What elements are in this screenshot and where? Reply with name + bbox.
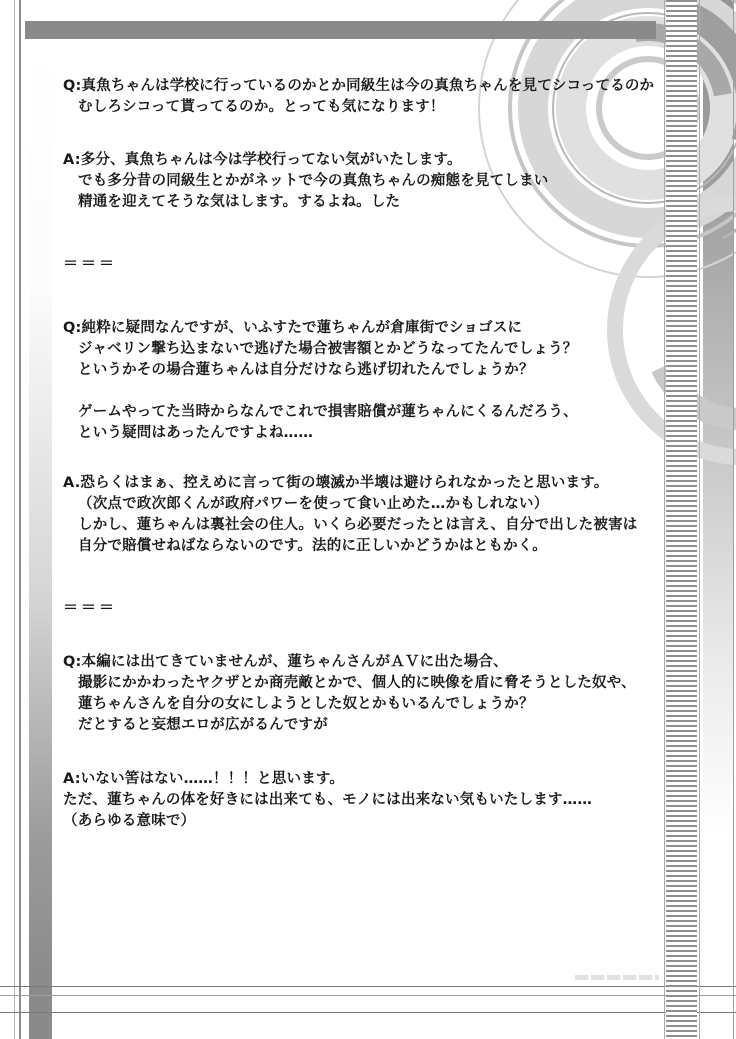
top-gray-bar: [25, 21, 656, 39]
answer-line: （次点で政次郎くんが政府パワーを使って食い止めた…かもしれない）: [78, 496, 549, 512]
answer-line: でも多分昔の同級生とかがネットで今の真魚ちゃんの痴態を見てしまい: [78, 173, 549, 189]
fine-print-text: [575, 975, 659, 980]
qa1-question: [63, 76, 654, 118]
left-border-line: [19, 0, 21, 1039]
footer-rule: [0, 986, 736, 987]
qa2-answer: [63, 473, 637, 557]
question-line: むしろシコって貰ってるのか。とっても気になります！: [78, 99, 445, 115]
question-line: 蓮ちゃんさんを自分の女にしようとした奴とかもいるんでしょうか？: [78, 696, 534, 712]
qa2-question: [63, 318, 578, 444]
qa1-answer: [63, 150, 548, 213]
qa3-question: [63, 652, 636, 736]
qa3-answer: [63, 769, 592, 832]
footer-rule: [0, 1012, 736, 1013]
answer-line: A.恐らくはまぁ、控えめに言って街の壊滅か半壊は避けられなかったと思います。: [63, 475, 609, 491]
question-line: だとすると妄想エロが広がるんですが: [78, 717, 328, 733]
answer-line: A:いない筈はない……！！！と思います。: [63, 771, 345, 787]
left-border-line: [14, 0, 15, 1039]
question-line: Q:真魚ちゃんは学校に行っているのかとか同級生は今の真魚ちゃんを見てシコってるのか: [63, 78, 655, 94]
left-gradient-bar: [29, 40, 52, 1039]
section-separator: ＝＝＝: [63, 598, 118, 616]
answer-line: ただ、蓮ちゃんの体を好きには出来ても、モノには出来ない気もいたします……: [63, 792, 593, 808]
question-line: Q:純粋に疑問なんですが、いふすたで蓮ちゃんが倉庫街でショゴスに: [63, 320, 523, 336]
answer-line: しかし、蓮ちゃんは裏社会の住人。いくら必要だったとは言え、自分で出した被害は: [78, 517, 638, 533]
question-line: という疑問はあったんですよね……: [78, 425, 314, 441]
right-striped-band: [666, 0, 697, 1039]
footer-rule: [0, 995, 736, 996]
striped-band-border: [699, 0, 700, 1039]
answer-line: 精通を迎えてそうな気はします。するよね。した: [78, 194, 401, 210]
striped-band-border: [664, 0, 665, 1039]
answer-line: （あらゆる意味で）: [63, 813, 196, 829]
question-line: ゲームやってた当時からなんでこれで損害賠償が蓮ちゃんにくるんだろう、: [78, 404, 578, 420]
answer-line: 自分で賠償せねばならないのです。法的に正しいかどうかはともかく。: [78, 538, 547, 554]
question-line: 撮影にかかわったヤクザとか商売敵とかで、個人的に映像を盾に脅そうとした奴や、: [78, 675, 636, 691]
answer-line: A:多分、真魚ちゃんは今は学校行ってない気がいたします。: [63, 152, 462, 168]
question-line: Q:本編には出てきていませんが、蓮ちゃんさんがＡＶに出た場合、: [63, 654, 508, 670]
right-border-line: [733, 0, 734, 1039]
question-line: ジャベリン撃ち込まないで逃げた場合被害額とかどうなってたんでしょう？: [78, 341, 578, 357]
section-separator: ＝＝＝: [63, 254, 118, 272]
question-line: というかその場合蓮ちゃんは自分だけなら逃げ切れたんでしょうか？: [78, 362, 534, 378]
